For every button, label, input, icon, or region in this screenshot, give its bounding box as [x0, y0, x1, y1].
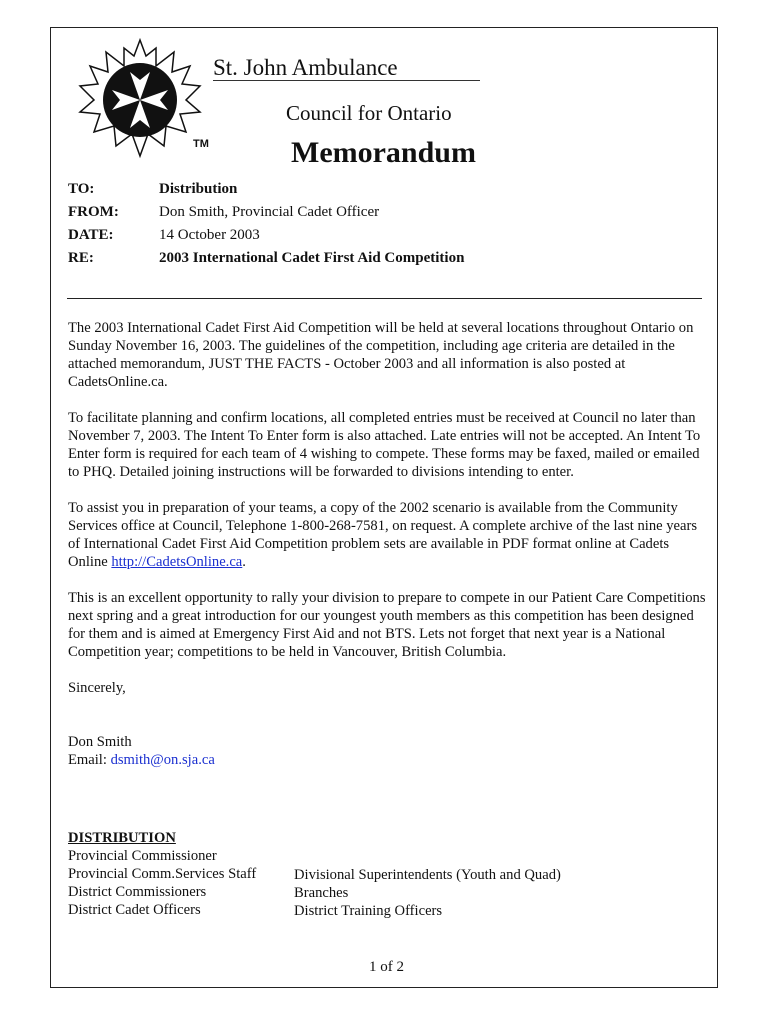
header-separator [67, 298, 702, 299]
paragraph-2: To facilitate planning and confirm locations, all completed entries must be received at Council no later than November 7, 2003. The Intent To Enter form is also attached. Late entries will not be accepted. An Intent To Enter form is required for each team of 4 wishing to compete. These forms may be faxed, mailed or emailed to PHQ. Detailed joining instructions will be forwarded to divisions intending to enter. [68, 410, 701, 480]
distribution-item: District Training Officers [294, 903, 443, 919]
re-label: RE: [68, 250, 94, 266]
paragraph-3-end: . [242, 554, 246, 570]
closing: Sincerely, [68, 680, 126, 696]
re-value: 2003 International Cadet First Aid Competition [159, 250, 465, 266]
paragraph-3-text: To assist you in preparation of your teams, a copy of the 2002 scenario is available from the Community Services office at Council, Telephone 1-800-268-7581, on request. A complete archive of the last nine years of International Cadet First Aid Competition problem sets are available in PDF format online at Cadets Online [68, 500, 698, 570]
distribution-heading: DISTRIBUTION [68, 830, 176, 846]
email-address[interactable]: dsmith@on.sja.ca [110, 752, 215, 768]
st-john-ambulance-logo [76, 38, 204, 160]
date-label: DATE: [68, 227, 114, 243]
memo-body [68, 319, 708, 769]
signer-name: Don Smith [68, 734, 132, 750]
distribution-item: Branches [294, 885, 349, 901]
email-label: Email: [68, 752, 111, 768]
cadets-online-link[interactable]: http://CadetsOnline.ca [111, 554, 243, 570]
council-name: Council for Ontario [286, 101, 452, 125]
email-line [68, 751, 708, 769]
paragraph-4: This is an excellent opportunity to rally your division to prepare to compete in our Patient Care Competitions next spring and a great introduction for our youngest youth members as this competition has been designed for them and is aimed at Emergency First Aid and not BTS. Lets not forget that next year is a National Competition year; competitions to be held in Vancouver, British Columbia. [68, 590, 706, 660]
to-label: TO: [68, 181, 95, 197]
paragraph-3 [68, 499, 708, 571]
distribution-list [68, 829, 256, 919]
organization-underline [213, 80, 480, 81]
paragraph-1: The 2003 International Cadet First Aid Competition will be held at several locations throughout Ontario on Sunday November 16, 2003. The guidelines of the competition, including age criteria are detailed in the attached memorandum, JUST THE FACTS - October 2003 and all information is also posted at CadetsOnline.ca. [68, 320, 694, 390]
memo-title: Memorandum [291, 136, 476, 169]
organization-name: St. John Ambulance [213, 55, 398, 80]
page-number: 1 of 2 [369, 959, 404, 975]
distribution-item: Provincial Commissioner [68, 848, 217, 864]
distribution-item: Provincial Comm.Services Staff [68, 866, 257, 882]
from-label: FROM: [68, 204, 119, 220]
from-value: Don Smith, Provincial Cadet Officer [159, 204, 380, 220]
distribution-list-col2 [294, 866, 561, 920]
date-value: 14 October 2003 [159, 227, 260, 243]
distribution-item: District Cadet Officers [68, 902, 201, 918]
trademark-mark: TM [193, 138, 209, 150]
distribution-item: District Commissioners [68, 884, 207, 900]
to-value: Distribution [159, 181, 238, 197]
distribution-item: Divisional Superintendents (Youth and Quad) [294, 867, 561, 883]
